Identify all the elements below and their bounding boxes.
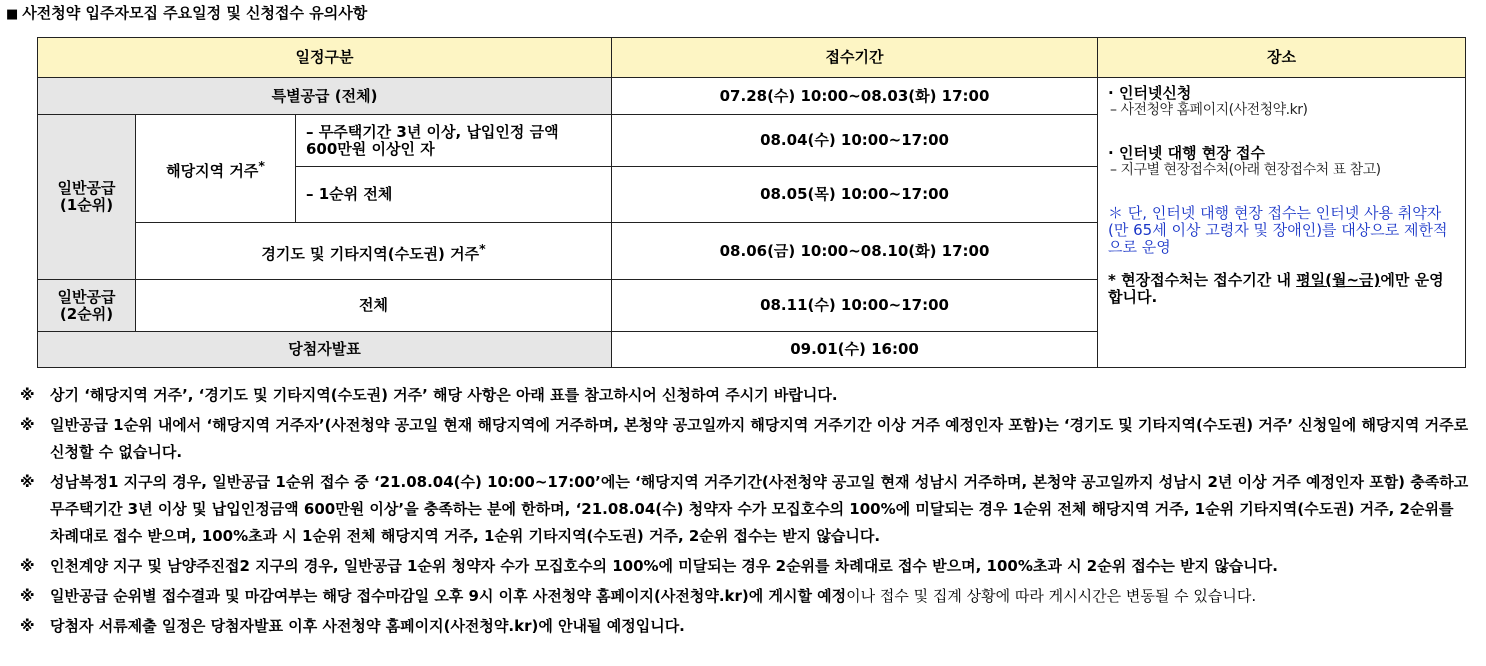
table-row-special	[38, 78, 1466, 115]
note-text-bold: 일반공급 순위별 접수결과 및 마감여부는 해당 접수마감일 오후 9시 이후 사전청약 홈페이지(사전청약.kr)에 게시할 예정	[50, 587, 847, 605]
local-sub2-label: – 1순위 전체	[296, 167, 612, 223]
reference-mark-icon: ※	[20, 473, 35, 491]
schedule-table	[37, 37, 1466, 368]
place-notice-blue	[1108, 205, 1457, 256]
local-resident-text: 해당지역 거주	[166, 162, 259, 180]
page-title	[6, 2, 367, 23]
local-sub2-period: 08.05(목) 10:00~17:00	[612, 167, 1098, 223]
note-text: 상기 ‘해당지역 거주’, ‘경기도 및 기타지역(수도권) 거주’ 해당 사항은 아래 표를 참고하시어 신청하여 주시기 바랍니다.	[50, 386, 838, 404]
gyeonggi-period: 08.06(금) 10:00~08.10(화) 17:00	[612, 223, 1098, 280]
reference-mark-icon: ※	[20, 557, 35, 575]
place-onsite-detail: – 지구별 현장접수처(아래 현장접수처 표 참고)	[1110, 162, 1381, 178]
place-notice-text: 인터넷 대행 현장 접수는 인터넷 사용 취약자(만 65세 이상 고령자 및 장애인)를 대상으로 제한적으로 운영	[1108, 204, 1448, 256]
gyeonggi-label	[136, 223, 612, 280]
place-weekday-notice	[1108, 272, 1457, 306]
gyeonggi-star: *	[479, 240, 486, 256]
reference-mark-icon: ※	[20, 617, 35, 635]
note-text: 당첨자 서류제출 일정은 당첨자발표 이후 사전청약 홈페이지(사전청약.kr)에 안내될 예정입니다.	[50, 617, 685, 635]
note-item	[20, 382, 1470, 409]
place-weekday-a: * 현장접수처는 접수기간 내	[1108, 271, 1297, 289]
general2-label: 일반공급 (2순위)	[38, 280, 136, 332]
reference-mark-icon: ※	[20, 386, 35, 404]
general1-label: 일반공급 (1순위)	[38, 115, 136, 280]
note-item	[20, 553, 1470, 580]
special-supply-period: 07.28(수) 10:00~08.03(화) 17:00	[612, 78, 1098, 115]
place-internet-heading: · 인터넷신청	[1108, 84, 1192, 102]
notes-section	[20, 382, 1470, 643]
winners-period: 09.01(수) 16:00	[612, 332, 1098, 368]
reference-mark-icon: ※	[20, 587, 35, 605]
place-onsite-heading: · 인터넷 대행 현장 접수	[1108, 144, 1266, 162]
square-bullet-icon: ■	[6, 7, 19, 22]
general2-scope: 전체	[136, 280, 612, 332]
general2-period: 08.11(수) 10:00~17:00	[612, 280, 1098, 332]
place-notice-star: ＊ 단,	[1108, 204, 1152, 222]
note-text: 성남복정1 지구의 경우, 일반공급 1순위 접수 중 ‘21.08.04(수) 10:00~17:00’에는 ‘해당지역 거주기간(사전청약 공고일 현재 성남시 거주하며, 본청약 공고일까지 성남시 2년 이상 거주 예정인자 포함) 충족하고 무주택기간 3년 이상 및 납입인정금액 600만원 이상’을 충족하는 분에 한하며, ‘21.08.04(수) 청약자 수가 모집호수의 100%에 미달되는 경우 1순위 전체 해당지역 거주, 1순위 기타지역(수도권) 거주, 2순위를 차례대로 접수 받으며, 100%초과 시 1순위 전체 해당지역 거주, 1순위 기타지역(수도권) 거주, 2순위 접수는 받지 않습니다.	[50, 473, 1469, 545]
local-resident-star: *	[258, 158, 265, 173]
table-header-row	[38, 38, 1466, 78]
place-weekday-b: 에만 운영합니다.	[1108, 271, 1444, 306]
note-item	[20, 613, 1470, 640]
local-sub1-period: 08.04(수) 10:00~17:00	[612, 115, 1098, 167]
local-resident-label	[136, 115, 296, 223]
local-sub1-label: – 무주택기간 3년 이상, 납입인정 금액 600만원 이상인 자	[296, 115, 612, 167]
note-text-normal: 이나 접수 및 집계 상황에 따라 게시시간은 변동될 수 있습니다.	[846, 587, 1257, 605]
reference-mark-icon: ※	[20, 416, 35, 434]
header-place: 장소	[1098, 38, 1466, 78]
note-text: 인천계양 지구 및 남양주진접2 지구의 경우, 일반공급 1순위 청약자 수가 모집호수의 100%에 미달되는 경우 2순위를 차례대로 접수 받으며, 100%초과 시 2순위 접수는 받지 않습니다.	[50, 557, 1278, 575]
note-item	[20, 412, 1470, 466]
place-cell	[1098, 78, 1466, 368]
note-item	[20, 583, 1470, 610]
note-item	[20, 469, 1470, 550]
place-weekday-underlined: 평일(월~금)	[1296, 271, 1381, 289]
special-supply-label: 특별공급 (전체)	[38, 78, 612, 115]
place-internet-detail: – 사전청약 홈페이지(사전청약.kr)	[1110, 102, 1308, 118]
gyeonggi-text: 경기도 및 기타지역(수도권) 거주	[261, 244, 480, 263]
winners-label: 당첨자발표	[38, 332, 612, 368]
header-period: 접수기간	[612, 38, 1098, 78]
note-text: 일반공급 1순위 내에서 ‘해당지역 거주자’(사전청약 공고일 현재 해당지역에 거주하며, 본청약 공고일까지 해당지역 거주기간 이상 거주 예정인자 포함)는 ‘경기도 및 기타지역(수도권) 거주’ 신청일에 해당지역 거주로 신청할 수 없습니다.	[50, 416, 1469, 461]
header-category: 일정구분	[38, 38, 612, 78]
page-title-text: 사전청약 입주자모집 주요일정 및 신청접수 유의사항	[22, 4, 368, 22]
